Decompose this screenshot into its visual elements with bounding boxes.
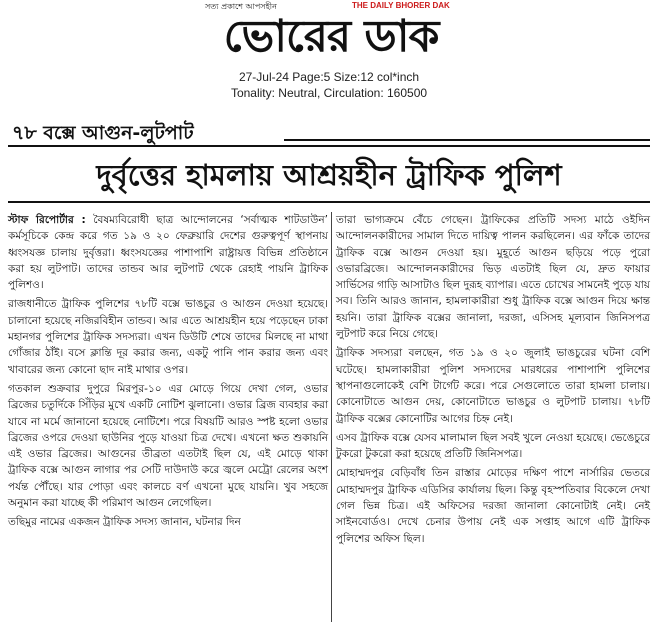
article-paragraph: [8, 212, 328, 293]
clipping-meta-date-size: 27-Jul-24 Page:5 Size:12 col*inch: [238, 70, 420, 84]
paragraph-text: বৈষম্যবিরোধী ছাত্র আন্দোলনের ‘সর্বাত্মক শাটডাউন’ কর্মসূচিকে কেন্দ্র করে গত ১৯ ও ২০ ফেব্রুয়ারি দেশের গুরুত্বপূর্ণ স্থাপনায় ধ্বংসযজ্ঞ চালায় দুর্বৃত্তরা। ধ্বংসযজ্ঞের পাশাপাশি রাষ্ট্রায়ত্ত বিভিন্ন প্রতিষ্ঠানে করা হয় লুটপাট। তাদের তান্ডব আর লুটপাট থেকে রেহাই পায়নি ট্রাফিক পুলিশও।: [8, 214, 328, 292]
column-divider: [331, 212, 332, 622]
article-paragraph: ট্রাফিক সদস্যরা বলছেন, গত ১৯ ও ২০ জুলাই ভাঙচুরের ঘটনা বেশি ঘটেছে। হামলাকারীরা পুলিশ সদস্যদের মারধরের পাশাপাশি পুলিশের স্থাপনাগুলোকেই বেশি টার্গেট করে। পরে সেগুলোতে তারা হামলা চালায়। কোনোটাতে আগুন দেয়, কোনোটাতে ভাঙচুর ও লুটপাট চালায়। ৭৮টি ট্রাফিক বক্সের কোনোটির আগের চিহ্ন নেই।: [336, 347, 650, 425]
article-paragraph: তারা ভাগ্যক্রমে বেঁচে গেছেন। ট্রাফিকের প্রতিটি সদস্য মাঠে ওইদিন আন্দোলনকারীদের সামাল দিতে দায়িত্ব পালন করছিলেন। এর ফাঁকে তাদের ট্রাফিক বক্সে আগুন দেওয়া হয়। মুহূর্তে আগুন ছড়িয়ে পড়ে পুরো ওভারব্রিজে। আন্দোলনকারীদের ভিড় এতটাই ছিল যে, দ্রুত ফায়ার সার্ভিসের গাড়ি আসাটাও ছিল দুরূহ ব্যাপার। এতে চোখের সামনেই পুড়ে যায় সব। তিনি আরও জানান, হামলাকারীরা শুধু ট্রাফিক বক্সে আগুন দিয়ে ক্ষান্ত হয়নি। তারা ট্রাফিক বক্সের জানালা, দরজা, এসিসহ মূল্যবান জিনিসপত্র লুটপাট করে নিয়ে গেছে।: [336, 214, 650, 341]
headline-box: [8, 145, 650, 203]
article-paragraph: রাজধানীতে ট্রাফিক পুলিশের ৭৮টি বক্সে ভাঙচুর ও আগুন দেওয়া হয়েছে। চালানো হয়েছে নজিরবিহীন তান্ডব। আর এতে আশ্রয়হীন হয়ে পড়েছেন ঢাকা মহানগর পুলিশের ট্রাফিক সদস্যরা। এখন ডিউটি শেষে তাদের মিলছে না মাথা গোঁজার ঠাঁই। বসে ক্লান্তি দূর করার জন্য, একটু পানি পান করার জন্য এবং খাবারের জন্য কোনো ছাদ নাই মাথার ওপর।: [8, 298, 328, 376]
article-headline: দুর্বৃত্তের হামলায় আশ্রয়হীন ট্রাফিক পুলিশ: [96, 158, 562, 192]
article-paragraph: তছিমুর নামের একজন ট্রাফিক সদস্য জানান, ঘটনার দিন: [8, 516, 241, 529]
kicker-rule-divider: [284, 139, 650, 141]
article-column-left: [8, 212, 328, 624]
article-paragraph: গতকাল শুক্রবার দুপুরে মিরপুর-১০ এর মোড়ে গিয়ে দেখা গেল, ওভার ব্রিজের চতুর্দিকে সিঁড়ির মুখে একটি নোটিশ ঝুলানো। ওভার ব্রিজ ব্যবহার করা যাবে না মর্মে জানানো হয়েছে নোটিশে। পরে বিষয়টি আরও স্পষ্ট হলো ওভার ব্রিজের ওপরে দেওয়া ছাউনির পুড়ে যাওয়া চিত্র দেখে। এখনো ক্ষত শুকায়নি এই ওভার ব্রিজের। আগুনের তীব্রতা এতটাই ছিল যে, এই মোড়ে থাকা ট্রাফিক বক্সে আগুন লাগার পর সেটি দাউদাউ করে জ্বলে মেট্রো রেলের অংশ পর্যন্ত পৌঁছে। যার পোড়া এবং কালচে বর্ণ এখনো মুছে যায়নি। খুব সহজে অনুমান করা যাচ্ছে কী পরিমাণ আগুন লেগেছিল।: [8, 382, 328, 510]
kicker-bar: [8, 115, 658, 147]
article-column-right: [336, 212, 650, 624]
article-byline: স্টাফ রিপোর্টার :: [8, 214, 86, 226]
article-paragraph: মোহাম্মদপুর বেড়িবাঁধ তিন রাস্তার মোড়ের দক্ষিণ পাশে নার্সারির ভেতরে মোহাম্মদপুর ট্রাফিক এডিসির কার্যালয় ছিল। কিন্তু বৃহস্পতিবার বিকেলে দেখা গেল ভিন্ন চিত্র। এই অফিসের দরজা জানালা কোনোটাই নেই। নেই সাইনবোর্ডও। দেখে চেনার উপায় নেই এক সপ্তাহ আগে এটি ট্রাফিক পুলিশের অফিস ছিল।: [336, 467, 650, 545]
masthead-tagline: সত্য প্রকাশে আপসহীন: [205, 2, 277, 11]
masthead-english-name: THE DAILY BHORER DAK: [352, 1, 450, 10]
article-kicker: ৭৮ বক্সে আগুন-লুটপাট: [12, 122, 194, 144]
article-paragraph: এসব ট্রাফিক বক্সে যেসব মালামাল ছিল সবই খুলে নেওয়া হয়েছে। ভেঙেচুরে টুকরো টুকরো করা হয়েছে প্রতিটি জিনিসপত্র।: [336, 431, 650, 461]
masthead: [0, 0, 658, 66]
clipping-meta-tonality: Tonality: Neutral, Circulation: 160500: [230, 86, 428, 100]
newspaper-logo: ভোরের ডাক: [223, 11, 439, 62]
